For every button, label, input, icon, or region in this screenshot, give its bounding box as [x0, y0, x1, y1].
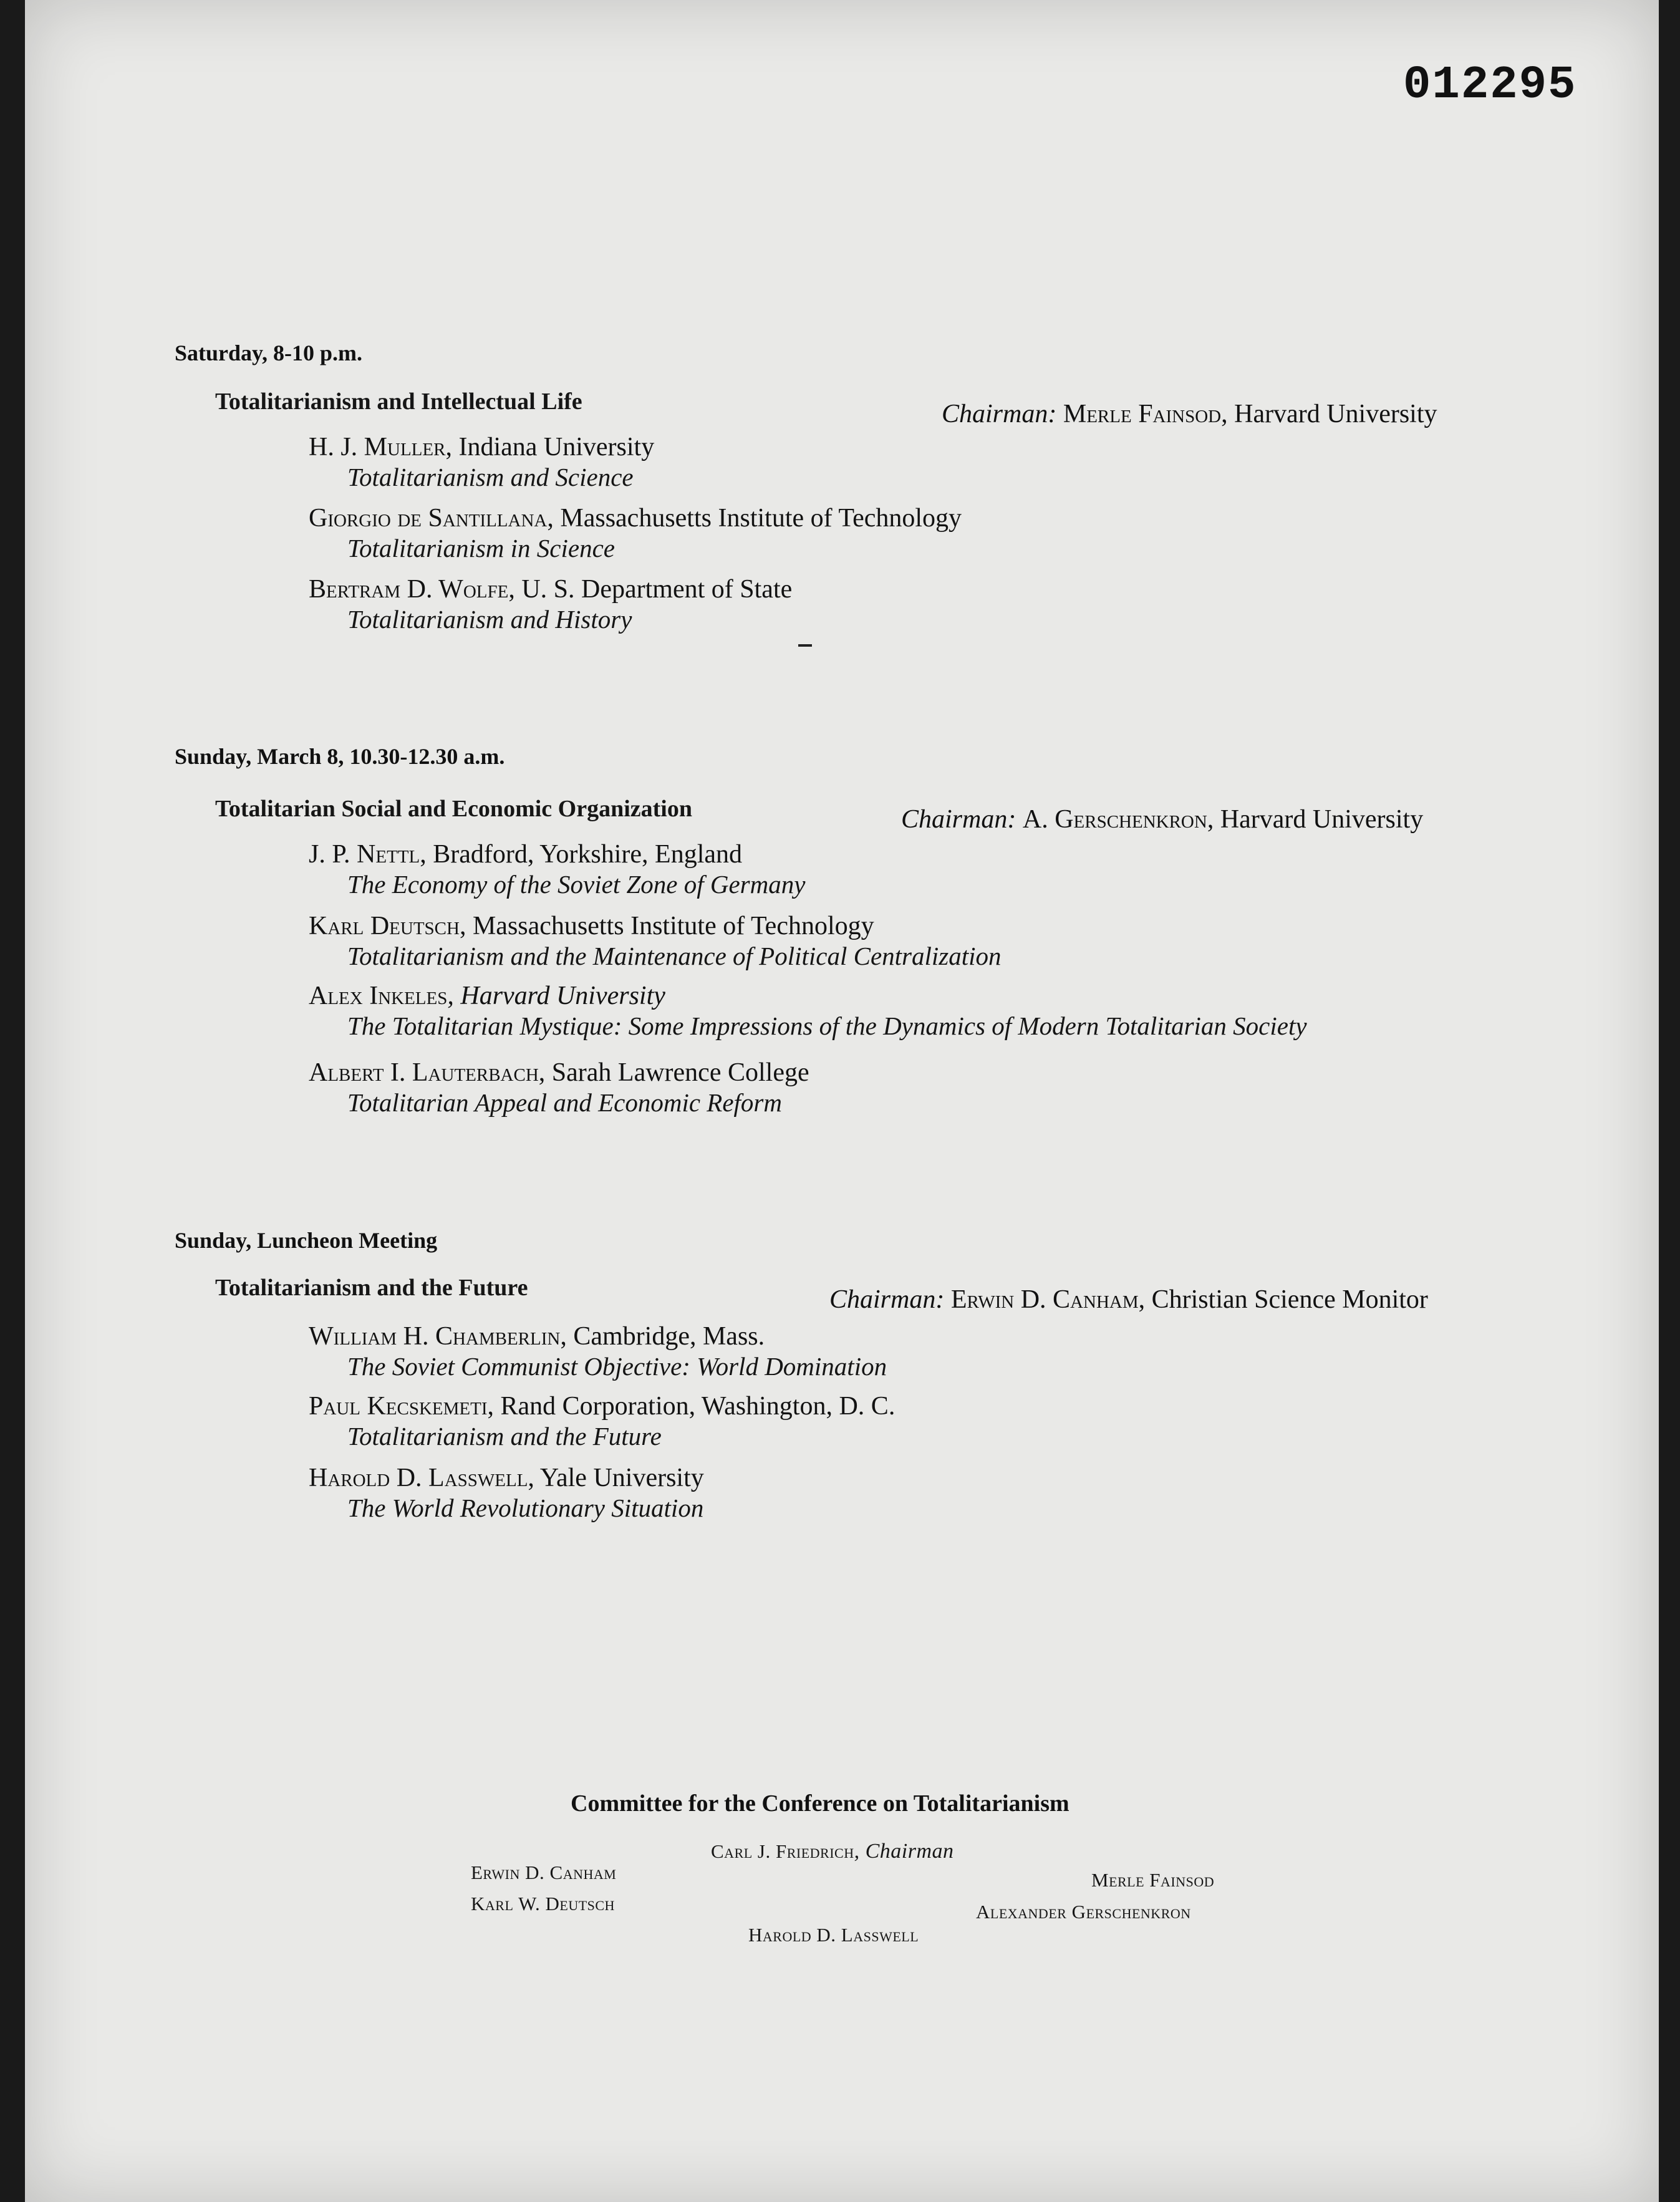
chairman-label: Chairman:: [942, 400, 1057, 428]
speaker-affiliation: , Rand Corporation, Washington, D. C.: [487, 1392, 896, 1421]
speaker-affiliation: , Yale University: [528, 1464, 704, 1492]
paper-title: The World Revolutionary Situation: [347, 1494, 704, 1522]
committee-heading: Committee for the Conference on Totalitarianism: [571, 1790, 1069, 1817]
committee-chair-name: Carl J. Friedrich: [711, 1840, 854, 1862]
paper-entry: [309, 980, 1307, 1040]
chairman-affiliation: , Harvard University: [1221, 400, 1437, 428]
committee-member: Erwin D. Canham: [471, 1862, 617, 1883]
paper-entry: [309, 503, 962, 563]
paper-title: The Soviet Communist Objective: World Domination: [347, 1352, 887, 1381]
speaker-name: H. J. Muller: [309, 433, 446, 461]
speaker-name: J. P. Nettl: [309, 840, 420, 869]
committee-member: Merle Fainsod: [1091, 1869, 1215, 1891]
paper-entry: [309, 432, 654, 491]
committee-member: Harold D. Lasswell: [748, 1924, 919, 1946]
committee-chair-role: , Chairman: [854, 1840, 954, 1863]
paper-title: Totalitarianism and History: [347, 605, 632, 634]
speaker-name: Karl Deutsch: [309, 912, 460, 940]
paper-title: Totalitarian Appeal and Economic Reform: [347, 1088, 782, 1117]
speaker-affiliation: , Bradford, Yorkshire, England: [420, 840, 743, 869]
document-page: [25, 0, 1659, 2202]
speaker-affiliation: , Indiana University: [445, 433, 655, 461]
stray-mark: [798, 644, 812, 647]
session-title-intellectual-life: Totalitarianism and Intellectual Life: [215, 389, 582, 415]
session-chairman: [901, 804, 1423, 834]
paper-title: The Totalitarian Mystique: Some Impressions of the Dynamics of Modern Totalitarian Society: [347, 1012, 1307, 1040]
chairman-name: Merle Fainsod: [1063, 400, 1222, 428]
committee-member: Alexander Gerschenkron: [976, 1901, 1191, 1923]
session-chairman: [829, 1285, 1428, 1315]
speaker-affiliation: , Massachusetts Institute of Technology: [459, 912, 874, 940]
session-title-social-economic: Totalitarian Social and Economic Organization: [215, 796, 692, 822]
committee-member: Karl W. Deutsch: [471, 1893, 615, 1915]
paper-entry: [309, 1057, 809, 1117]
speaker-name: Giorgio de Santillana: [309, 504, 548, 533]
paper-title: The Economy of the Soviet Zone of Germany: [347, 870, 806, 899]
chairman-name: Erwin D. Canham: [950, 1285, 1139, 1314]
paper-title: Totalitarianism in Science: [347, 534, 615, 563]
section-heading-sunday-morning: Sunday, March 8, 10.30-12.30 a.m.: [175, 744, 505, 769]
paper-title: Totalitarianism and the Maintenance of Political Centralization: [347, 942, 1002, 970]
speaker-name: Albert I. Lauterbach: [309, 1058, 539, 1087]
chairman-affiliation: , Christian Science Monitor: [1138, 1285, 1428, 1314]
section-heading-luncheon: Sunday, Luncheon Meeting: [175, 1228, 438, 1253]
speaker-affiliation: , Harvard University: [447, 982, 665, 1010]
session-title-future: Totalitarianism and the Future: [215, 1275, 528, 1301]
chairman-label: Chairman:: [901, 805, 1016, 834]
chairman-label: Chairman:: [829, 1285, 945, 1314]
paper-entry: [309, 1321, 887, 1381]
paper-entry: [309, 910, 1002, 970]
speaker-affiliation: , Sarah Lawrence College: [538, 1058, 809, 1087]
chairman-affiliation: , Harvard University: [1207, 805, 1424, 834]
speaker-affiliation: , Massachusetts Institute of Technology: [547, 504, 962, 533]
speaker-name: Bertram D. Wolfe: [309, 575, 509, 604]
paper-entry: [309, 1391, 895, 1451]
paper-title: Totalitarianism and Science: [347, 463, 634, 491]
speaker-affiliation: , U. S. Department of State: [508, 575, 793, 604]
speaker-name: Paul Kecskemeti: [309, 1392, 488, 1421]
section-heading-saturday: Saturday, 8-10 p.m.: [175, 340, 363, 365]
session-chairman: [942, 399, 1437, 429]
speaker-affiliation: , Cambridge, Mass.: [560, 1322, 765, 1351]
paper-entry: [309, 574, 792, 634]
speaker-name: Alex Inkeles: [309, 982, 448, 1010]
paper-title: Totalitarianism and the Future: [347, 1422, 662, 1451]
speaker-name: Harold D. Lasswell: [309, 1464, 528, 1492]
speaker-name: William H. Chamberlin: [309, 1322, 561, 1351]
paper-entry: [309, 1462, 704, 1522]
committee-chairman: [711, 1840, 954, 1863]
paper-entry: [309, 839, 805, 899]
chairman-name: A. Gerschenkron: [1022, 805, 1207, 834]
document-number: 012295: [1403, 59, 1577, 112]
